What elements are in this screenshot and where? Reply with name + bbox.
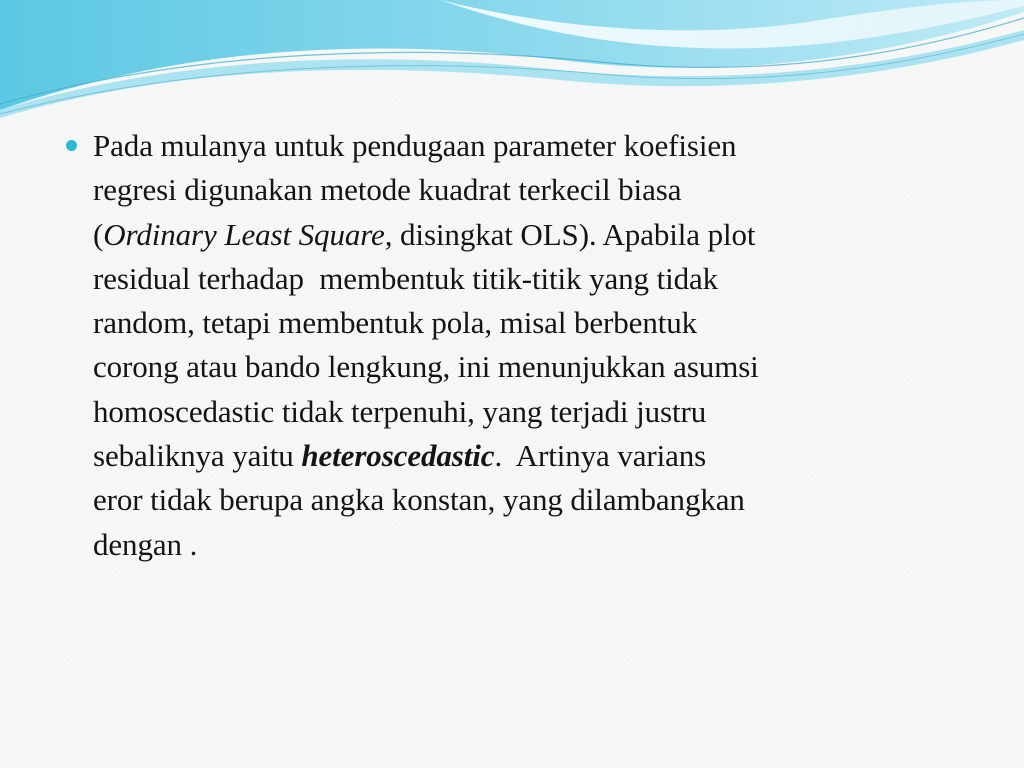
text-segment: dengan . bbox=[93, 526, 198, 562]
top-wave-decoration bbox=[0, 0, 1024, 130]
paragraph-line bbox=[93, 434, 964, 478]
text-segment: residual terhadap membentuk titik-titik yang tidak bbox=[93, 260, 719, 296]
bullet-paragraph bbox=[64, 124, 964, 567]
text-segment: ( bbox=[93, 216, 104, 252]
paragraph-line bbox=[93, 301, 964, 345]
text-segment: Pada mulanya untuk pendugaan parameter koefisien bbox=[93, 128, 737, 163]
text-segment: homoscedastic tidak terpenuhi, yang terjadi justru bbox=[93, 393, 707, 429]
bullet-dot-icon bbox=[66, 140, 77, 151]
slide-content bbox=[64, 124, 964, 567]
text-segment: Ordinary Least Square, bbox=[103, 216, 393, 252]
paragraph-line bbox=[93, 257, 964, 301]
text-segment: sebaliknya yaitu bbox=[93, 438, 302, 474]
text-segment: heteroscedastic bbox=[301, 438, 495, 474]
paragraph-line bbox=[93, 478, 964, 522]
paragraph-line bbox=[93, 523, 964, 567]
text-segment: . Artinya varians bbox=[494, 438, 707, 474]
text-segment: regresi digunakan metode kuadrat terkecil biasa bbox=[93, 172, 682, 208]
text-segment: eror tidak berupa angka konstan, yang dilambangkan bbox=[93, 482, 745, 518]
paragraph-line bbox=[93, 168, 964, 212]
paragraph-line bbox=[93, 345, 964, 389]
text-segment: random, tetapi membentuk pola, misal berbentuk bbox=[93, 305, 698, 341]
text-segment: disingkat OLS). Apabila plot bbox=[392, 216, 756, 252]
paragraph-lines bbox=[93, 124, 964, 567]
paragraph-line bbox=[93, 390, 964, 434]
paragraph-line bbox=[93, 213, 964, 257]
paragraph-line bbox=[93, 124, 964, 168]
text-segment: corong atau bando lengkung, ini menunjukkan asumsi bbox=[93, 349, 759, 385]
